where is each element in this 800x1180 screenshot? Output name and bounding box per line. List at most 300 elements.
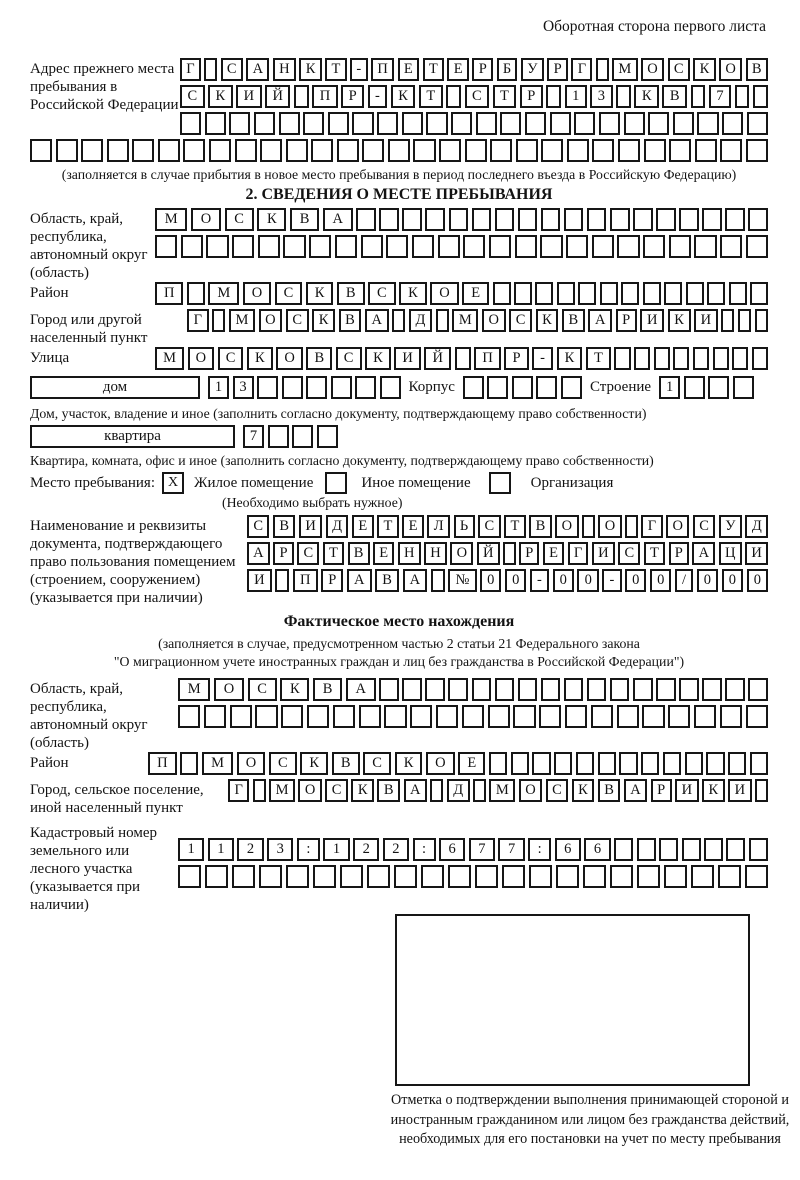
char-box[interactable]: 7	[709, 85, 731, 108]
char-box[interactable]: И	[592, 542, 615, 565]
char-box[interactable]	[292, 425, 313, 448]
char-box[interactable]	[132, 139, 154, 162]
char-box[interactable]: К	[280, 678, 309, 701]
char-box[interactable]: Е	[352, 515, 374, 538]
char-box[interactable]: А	[346, 678, 376, 701]
char-box[interactable]	[673, 347, 689, 370]
char-box[interactable]: А	[247, 542, 270, 565]
char-box[interactable]: С	[465, 85, 490, 108]
char-box[interactable]	[472, 678, 492, 701]
char-box[interactable]: 1	[323, 838, 349, 861]
char-box[interactable]	[617, 705, 639, 728]
char-box[interactable]: Г	[641, 515, 662, 538]
char-box[interactable]: С	[368, 282, 396, 305]
char-box[interactable]: К	[391, 85, 416, 108]
char-box[interactable]: К	[257, 208, 286, 231]
char-box[interactable]	[693, 347, 709, 370]
char-box[interactable]	[554, 752, 572, 775]
char-box[interactable]: О	[276, 347, 303, 370]
char-box[interactable]	[745, 865, 768, 888]
char-box[interactable]: Е	[373, 542, 394, 565]
char-box[interactable]	[279, 112, 300, 135]
char-box[interactable]	[643, 235, 665, 258]
char-box[interactable]	[361, 235, 383, 258]
char-box[interactable]	[455, 347, 471, 370]
char-box[interactable]	[725, 678, 745, 701]
char-box[interactable]: К	[399, 282, 427, 305]
char-box[interactable]	[750, 752, 768, 775]
char-box[interactable]	[303, 112, 324, 135]
char-box[interactable]: Т	[504, 515, 526, 538]
char-box[interactable]	[465, 139, 487, 162]
char-box[interactable]: С	[363, 752, 391, 775]
char-box[interactable]: №	[448, 569, 476, 592]
char-box[interactable]	[644, 139, 666, 162]
char-box[interactable]: Й	[265, 85, 290, 108]
char-box[interactable]: П	[148, 752, 177, 775]
char-box[interactable]	[748, 208, 768, 231]
char-box[interactable]: В	[313, 678, 342, 701]
char-box[interactable]: К	[365, 347, 391, 370]
char-box[interactable]: Д	[447, 779, 470, 802]
char-box[interactable]	[205, 865, 228, 888]
char-box[interactable]: А	[404, 779, 427, 802]
char-box[interactable]	[574, 112, 595, 135]
char-box[interactable]	[616, 85, 631, 108]
char-box[interactable]	[749, 838, 768, 861]
char-box[interactable]: К	[693, 58, 715, 81]
char-box[interactable]	[634, 347, 650, 370]
stay-type-checkbox-organization[interactable]	[489, 472, 511, 494]
char-box[interactable]	[155, 235, 177, 258]
char-box[interactable]: Г	[180, 58, 201, 81]
char-box[interactable]	[518, 678, 538, 701]
char-box[interactable]: М	[178, 678, 210, 701]
char-box[interactable]	[181, 235, 203, 258]
char-box[interactable]: М	[202, 752, 233, 775]
char-box[interactable]	[331, 376, 352, 399]
char-box[interactable]	[576, 752, 594, 775]
char-box[interactable]	[641, 752, 659, 775]
char-box[interactable]	[633, 208, 653, 231]
char-box[interactable]	[720, 705, 742, 728]
char-box[interactable]: Л	[427, 515, 450, 538]
char-box[interactable]: С	[218, 347, 244, 370]
char-box[interactable]: С	[618, 542, 640, 565]
char-box[interactable]	[518, 208, 538, 231]
char-box[interactable]	[384, 705, 406, 728]
char-box[interactable]	[541, 139, 563, 162]
char-box[interactable]: Й	[424, 347, 451, 370]
char-box[interactable]: Е	[447, 58, 468, 81]
char-box[interactable]: А	[365, 309, 389, 332]
char-box[interactable]: Т	[493, 85, 517, 108]
char-box[interactable]	[463, 376, 484, 399]
char-box[interactable]: Р	[341, 85, 364, 108]
char-box[interactable]: 6	[439, 838, 465, 861]
char-box[interactable]	[286, 139, 308, 162]
char-box[interactable]	[489, 752, 507, 775]
char-box[interactable]	[463, 235, 485, 258]
char-box[interactable]	[750, 282, 768, 305]
char-box[interactable]	[232, 865, 255, 888]
char-box[interactable]	[402, 208, 422, 231]
char-box[interactable]: К	[668, 309, 691, 332]
char-box[interactable]: 3	[590, 85, 612, 108]
char-box[interactable]	[600, 282, 618, 305]
char-box[interactable]	[532, 752, 550, 775]
char-box[interactable]	[178, 865, 201, 888]
char-box[interactable]: Н	[398, 542, 421, 565]
char-box[interactable]: Р	[472, 58, 493, 81]
char-box[interactable]: 2	[383, 838, 409, 861]
char-box[interactable]	[691, 865, 714, 888]
char-box[interactable]	[747, 112, 768, 135]
char-box[interactable]: -	[602, 569, 621, 592]
char-box[interactable]	[663, 752, 681, 775]
char-box[interactable]	[610, 865, 633, 888]
char-box[interactable]	[178, 705, 200, 728]
char-box[interactable]	[229, 112, 250, 135]
char-box[interactable]	[617, 235, 639, 258]
char-box[interactable]	[659, 838, 678, 861]
char-box[interactable]	[668, 705, 690, 728]
char-box[interactable]	[755, 309, 768, 332]
char-box[interactable]	[610, 678, 630, 701]
char-box[interactable]: М	[155, 347, 184, 370]
char-box[interactable]	[438, 235, 460, 258]
char-box[interactable]: С	[478, 515, 500, 538]
char-box[interactable]	[567, 139, 589, 162]
char-box[interactable]	[702, 678, 722, 701]
char-box[interactable]: Н	[273, 58, 296, 81]
char-box[interactable]	[707, 282, 725, 305]
char-box[interactable]: К	[299, 58, 321, 81]
char-box[interactable]: К	[395, 752, 423, 775]
char-box[interactable]	[377, 112, 398, 135]
char-box[interactable]: С	[286, 309, 309, 332]
char-box[interactable]	[462, 705, 484, 728]
char-box[interactable]	[706, 752, 724, 775]
char-box[interactable]	[733, 376, 754, 399]
char-box[interactable]	[720, 139, 742, 162]
char-box[interactable]	[230, 705, 252, 728]
char-box[interactable]	[721, 309, 734, 332]
char-box[interactable]	[664, 865, 687, 888]
char-box[interactable]: О	[450, 542, 473, 565]
char-box[interactable]	[30, 139, 52, 162]
char-box[interactable]: О	[482, 309, 506, 332]
char-box[interactable]	[283, 235, 305, 258]
char-box[interactable]: С	[297, 542, 319, 565]
char-box[interactable]: М	[612, 58, 637, 81]
char-box[interactable]: -	[350, 58, 367, 81]
char-box[interactable]	[436, 705, 458, 728]
char-box[interactable]	[426, 112, 447, 135]
char-box[interactable]: Е	[462, 282, 489, 305]
char-box[interactable]: А	[588, 309, 612, 332]
char-box[interactable]: И	[640, 309, 664, 332]
char-box[interactable]: В	[377, 779, 400, 802]
char-box[interactable]	[643, 282, 661, 305]
char-box[interactable]: О	[598, 515, 621, 538]
char-box[interactable]	[500, 112, 521, 135]
char-box[interactable]: Д	[326, 515, 349, 538]
char-box[interactable]	[591, 705, 613, 728]
char-box[interactable]	[425, 678, 445, 701]
char-box[interactable]	[209, 139, 231, 162]
char-box[interactable]	[430, 779, 443, 802]
char-box[interactable]	[294, 85, 309, 108]
char-box[interactable]	[412, 235, 434, 258]
char-box[interactable]	[695, 139, 717, 162]
char-box[interactable]	[592, 235, 614, 258]
char-box[interactable]	[205, 112, 226, 135]
char-box[interactable]: О	[298, 779, 321, 802]
char-box[interactable]	[392, 309, 405, 332]
char-box[interactable]	[253, 779, 266, 802]
char-box[interactable]	[306, 376, 327, 399]
char-box[interactable]	[513, 705, 535, 728]
char-box[interactable]	[439, 139, 461, 162]
char-box[interactable]	[503, 542, 515, 565]
char-box[interactable]	[286, 865, 309, 888]
char-box[interactable]: Й	[477, 542, 500, 565]
char-box[interactable]: С	[546, 779, 569, 802]
char-box[interactable]	[587, 678, 607, 701]
char-box[interactable]	[679, 678, 699, 701]
char-box[interactable]	[583, 865, 606, 888]
char-box[interactable]: М	[229, 309, 255, 332]
char-box[interactable]	[359, 705, 381, 728]
char-box[interactable]	[260, 139, 282, 162]
char-box[interactable]	[746, 235, 768, 258]
char-box[interactable]: В	[332, 752, 360, 775]
char-box[interactable]: Г	[228, 779, 249, 802]
char-box[interactable]: К	[306, 282, 334, 305]
char-box[interactable]: Г	[568, 542, 589, 565]
char-box[interactable]: 7	[469, 838, 495, 861]
char-box[interactable]	[388, 139, 410, 162]
char-box[interactable]	[755, 779, 768, 802]
char-box[interactable]: 0	[650, 569, 671, 592]
char-box[interactable]: С	[225, 208, 254, 231]
char-box[interactable]	[610, 208, 630, 231]
char-box[interactable]: О	[555, 515, 578, 538]
char-box[interactable]: С	[693, 515, 715, 538]
stay-type-checkbox-other-premises[interactable]	[325, 472, 347, 494]
char-box[interactable]: В	[348, 542, 370, 565]
char-box[interactable]: С	[269, 752, 297, 775]
char-box[interactable]: У	[719, 515, 742, 538]
char-box[interactable]: О	[243, 282, 271, 305]
char-box[interactable]: О	[430, 282, 458, 305]
char-box[interactable]	[582, 515, 595, 538]
char-box[interactable]	[592, 139, 614, 162]
char-box[interactable]: К	[300, 752, 328, 775]
char-box[interactable]	[637, 865, 660, 888]
char-box[interactable]	[158, 139, 180, 162]
char-box[interactable]: О	[666, 515, 689, 538]
char-box[interactable]	[475, 865, 498, 888]
char-box[interactable]: П	[155, 282, 183, 305]
char-box[interactable]: Е	[543, 542, 564, 565]
char-box[interactable]: Т	[423, 58, 444, 81]
char-box[interactable]: Н	[424, 542, 447, 565]
char-box[interactable]: С	[180, 85, 205, 108]
char-box[interactable]: К	[208, 85, 233, 108]
char-box[interactable]	[746, 139, 768, 162]
char-box[interactable]	[476, 112, 497, 135]
char-box[interactable]: К	[557, 347, 583, 370]
char-box[interactable]: 0	[747, 569, 768, 592]
char-box[interactable]	[204, 58, 217, 81]
char-box[interactable]	[473, 779, 486, 802]
char-box[interactable]	[684, 376, 705, 399]
char-box[interactable]	[748, 678, 768, 701]
char-box[interactable]: М	[452, 309, 478, 332]
char-box[interactable]: 2	[237, 838, 263, 861]
char-box[interactable]	[550, 112, 571, 135]
char-box[interactable]: С	[509, 309, 532, 332]
char-box[interactable]	[493, 282, 511, 305]
char-box[interactable]	[355, 376, 376, 399]
char-box[interactable]	[333, 705, 355, 728]
char-box[interactable]: О	[259, 309, 283, 332]
char-box[interactable]	[394, 865, 417, 888]
char-box[interactable]	[340, 865, 363, 888]
char-box[interactable]: -	[532, 347, 553, 370]
char-box[interactable]: Р	[616, 309, 637, 332]
char-box[interactable]: Р	[504, 347, 528, 370]
char-box[interactable]	[564, 208, 584, 231]
char-box[interactable]	[488, 705, 510, 728]
char-box[interactable]: Т	[586, 347, 611, 370]
char-box[interactable]: В	[290, 208, 319, 231]
char-box[interactable]: М	[489, 779, 515, 802]
char-box[interactable]: С	[336, 347, 362, 370]
char-box[interactable]	[598, 752, 616, 775]
char-box[interactable]: П	[371, 58, 394, 81]
char-box[interactable]: А	[624, 779, 647, 802]
char-box[interactable]	[656, 208, 676, 231]
char-box[interactable]: 0	[697, 569, 718, 592]
char-box[interactable]	[282, 376, 303, 399]
char-box[interactable]	[725, 208, 745, 231]
char-box[interactable]: Ц	[719, 542, 742, 565]
char-box[interactable]	[511, 752, 529, 775]
char-box[interactable]	[309, 235, 331, 258]
char-box[interactable]: К	[312, 309, 335, 332]
char-box[interactable]: В	[339, 309, 362, 332]
char-box[interactable]	[235, 139, 257, 162]
char-box[interactable]	[557, 282, 575, 305]
char-box[interactable]: Т	[419, 85, 443, 108]
char-box[interactable]: Ь	[454, 515, 475, 538]
char-box[interactable]	[180, 112, 201, 135]
char-box[interactable]	[541, 208, 561, 231]
char-box[interactable]	[541, 678, 561, 701]
char-box[interactable]	[81, 139, 103, 162]
char-box[interactable]	[183, 139, 205, 162]
char-box[interactable]	[618, 139, 640, 162]
char-box[interactable]	[317, 425, 338, 448]
char-box[interactable]: И	[675, 779, 698, 802]
char-box[interactable]	[487, 376, 508, 399]
char-box[interactable]: :	[413, 838, 436, 861]
char-box[interactable]	[566, 235, 588, 258]
char-box[interactable]	[495, 208, 515, 231]
char-box[interactable]	[578, 282, 596, 305]
char-box[interactable]	[633, 678, 653, 701]
char-box[interactable]	[722, 112, 743, 135]
char-box[interactable]: Е	[398, 58, 419, 81]
char-box[interactable]: А	[323, 208, 353, 231]
char-box[interactable]	[212, 309, 225, 332]
char-box[interactable]	[654, 347, 670, 370]
char-box[interactable]: П	[474, 347, 501, 370]
char-box[interactable]	[232, 235, 254, 258]
char-box[interactable]	[448, 678, 468, 701]
char-box[interactable]	[281, 705, 303, 728]
char-box[interactable]: В	[746, 58, 768, 81]
char-box[interactable]	[694, 235, 716, 258]
char-box[interactable]: О	[214, 678, 244, 701]
char-box[interactable]	[352, 112, 373, 135]
char-box[interactable]	[204, 705, 226, 728]
char-box[interactable]	[708, 376, 729, 399]
char-box[interactable]	[536, 376, 557, 399]
char-box[interactable]: В	[598, 779, 621, 802]
char-box[interactable]	[697, 112, 718, 135]
char-box[interactable]	[431, 569, 445, 592]
char-box[interactable]	[449, 208, 469, 231]
char-box[interactable]	[732, 347, 748, 370]
char-box[interactable]: 0	[577, 569, 598, 592]
char-box[interactable]	[379, 678, 399, 701]
char-box[interactable]	[669, 235, 691, 258]
char-box[interactable]	[472, 208, 492, 231]
char-box[interactable]	[335, 235, 357, 258]
char-box[interactable]	[307, 705, 329, 728]
char-box[interactable]	[539, 705, 561, 728]
char-box[interactable]	[268, 425, 289, 448]
char-box[interactable]	[56, 139, 78, 162]
char-box[interactable]	[489, 235, 511, 258]
char-box[interactable]: М	[208, 282, 239, 305]
char-box[interactable]: Т	[325, 58, 346, 81]
char-box[interactable]	[540, 235, 562, 258]
char-box[interactable]	[379, 208, 399, 231]
char-box[interactable]	[257, 376, 278, 399]
char-box[interactable]: С	[247, 515, 269, 538]
char-box[interactable]	[546, 85, 561, 108]
char-box[interactable]	[356, 208, 376, 231]
char-box[interactable]	[726, 838, 745, 861]
char-box[interactable]	[648, 112, 669, 135]
char-box[interactable]: Т	[323, 542, 344, 565]
char-box[interactable]: Р	[273, 542, 293, 565]
char-box[interactable]: 1	[208, 376, 229, 399]
char-box[interactable]: -	[530, 569, 549, 592]
char-box[interactable]	[664, 282, 682, 305]
char-box[interactable]	[614, 347, 630, 370]
char-box[interactable]: В	[306, 347, 332, 370]
char-box[interactable]: А	[692, 542, 715, 565]
char-box[interactable]	[380, 376, 401, 399]
char-box[interactable]: Р	[321, 569, 343, 592]
char-box[interactable]	[107, 139, 129, 162]
